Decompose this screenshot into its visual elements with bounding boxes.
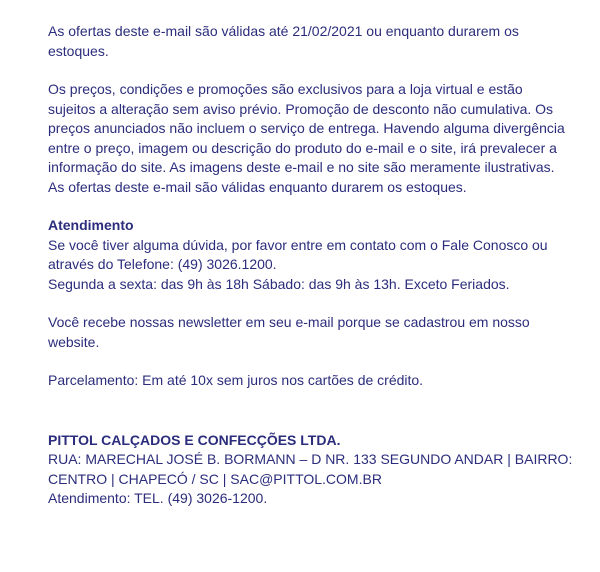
terms-line: sujeitos a alteração sem aviso prévio. Promoção de desconto não cumulativa. Os — [48, 100, 554, 117]
newsletter-line: Você recebe nossas newsletter em seu e-mail porque se cadastrou em nosso — [48, 314, 530, 330]
terms-line: preços anunciados não incluem o serviço de entrega. Havendo alguma divergência — [48, 120, 565, 136]
installments-text: Parcelamento: Em até 10x sem juros nos cartões de crédito. — [48, 372, 424, 388]
email-footer — [48, 22, 573, 509]
company-name: PITTOL CALÇADOS E CONFECÇÕES LTDA. — [48, 431, 341, 448]
terms-line: As ofertas deste e-mail são válidas enquanto durarem os estoques. — [48, 178, 467, 195]
installments-notice — [48, 371, 568, 391]
terms-line: Os preços, condições e promoções são exclusivos para a loja virtual e estão — [48, 81, 523, 97]
validity-line: estoques. — [48, 42, 109, 59]
newsletter-line: website. — [48, 333, 100, 350]
validity-notice — [48, 22, 568, 61]
newsletter-notice — [48, 313, 568, 352]
company-info — [48, 431, 573, 509]
support-line: Se você tiver alguma dúvida, por favor entre em contato com o Fale Conosco ou — [48, 236, 548, 253]
company-phone-line: Atendimento: TEL. (49) 3026-1200. — [48, 490, 268, 506]
terms-line: entre o preço, imagem ou descrição do produto do e-mail e o site, irá prevalecer a — [48, 139, 557, 156]
terms-paragraph — [48, 80, 568, 197]
company-contact-line: CENTRO | CHAPECÓ / SC | SAC@PITTOL.COM.BR — [48, 470, 382, 487]
terms-line: informação do site. As imagens deste e-mail e no site são meramente ilustrativas. — [48, 159, 555, 175]
validity-line: As ofertas deste e-mail são válidas até 21/02/2021 ou enquanto durarem os — [48, 23, 519, 39]
support-section — [48, 216, 568, 294]
support-heading: Atendimento — [48, 217, 134, 233]
company-address-line: RUA: MARECHAL JOSÉ B. BORMANN – D NR. 133 SEGUNDO ANDAR | BAIRRO: — [48, 451, 573, 467]
support-phone-line: através do Telefone: (49) 3026.1200. — [48, 256, 277, 272]
support-hours-line: Segunda a sexta: das 9h às 18h Sábado: das 9h às 13h. Exceto Feriados. — [48, 275, 510, 292]
